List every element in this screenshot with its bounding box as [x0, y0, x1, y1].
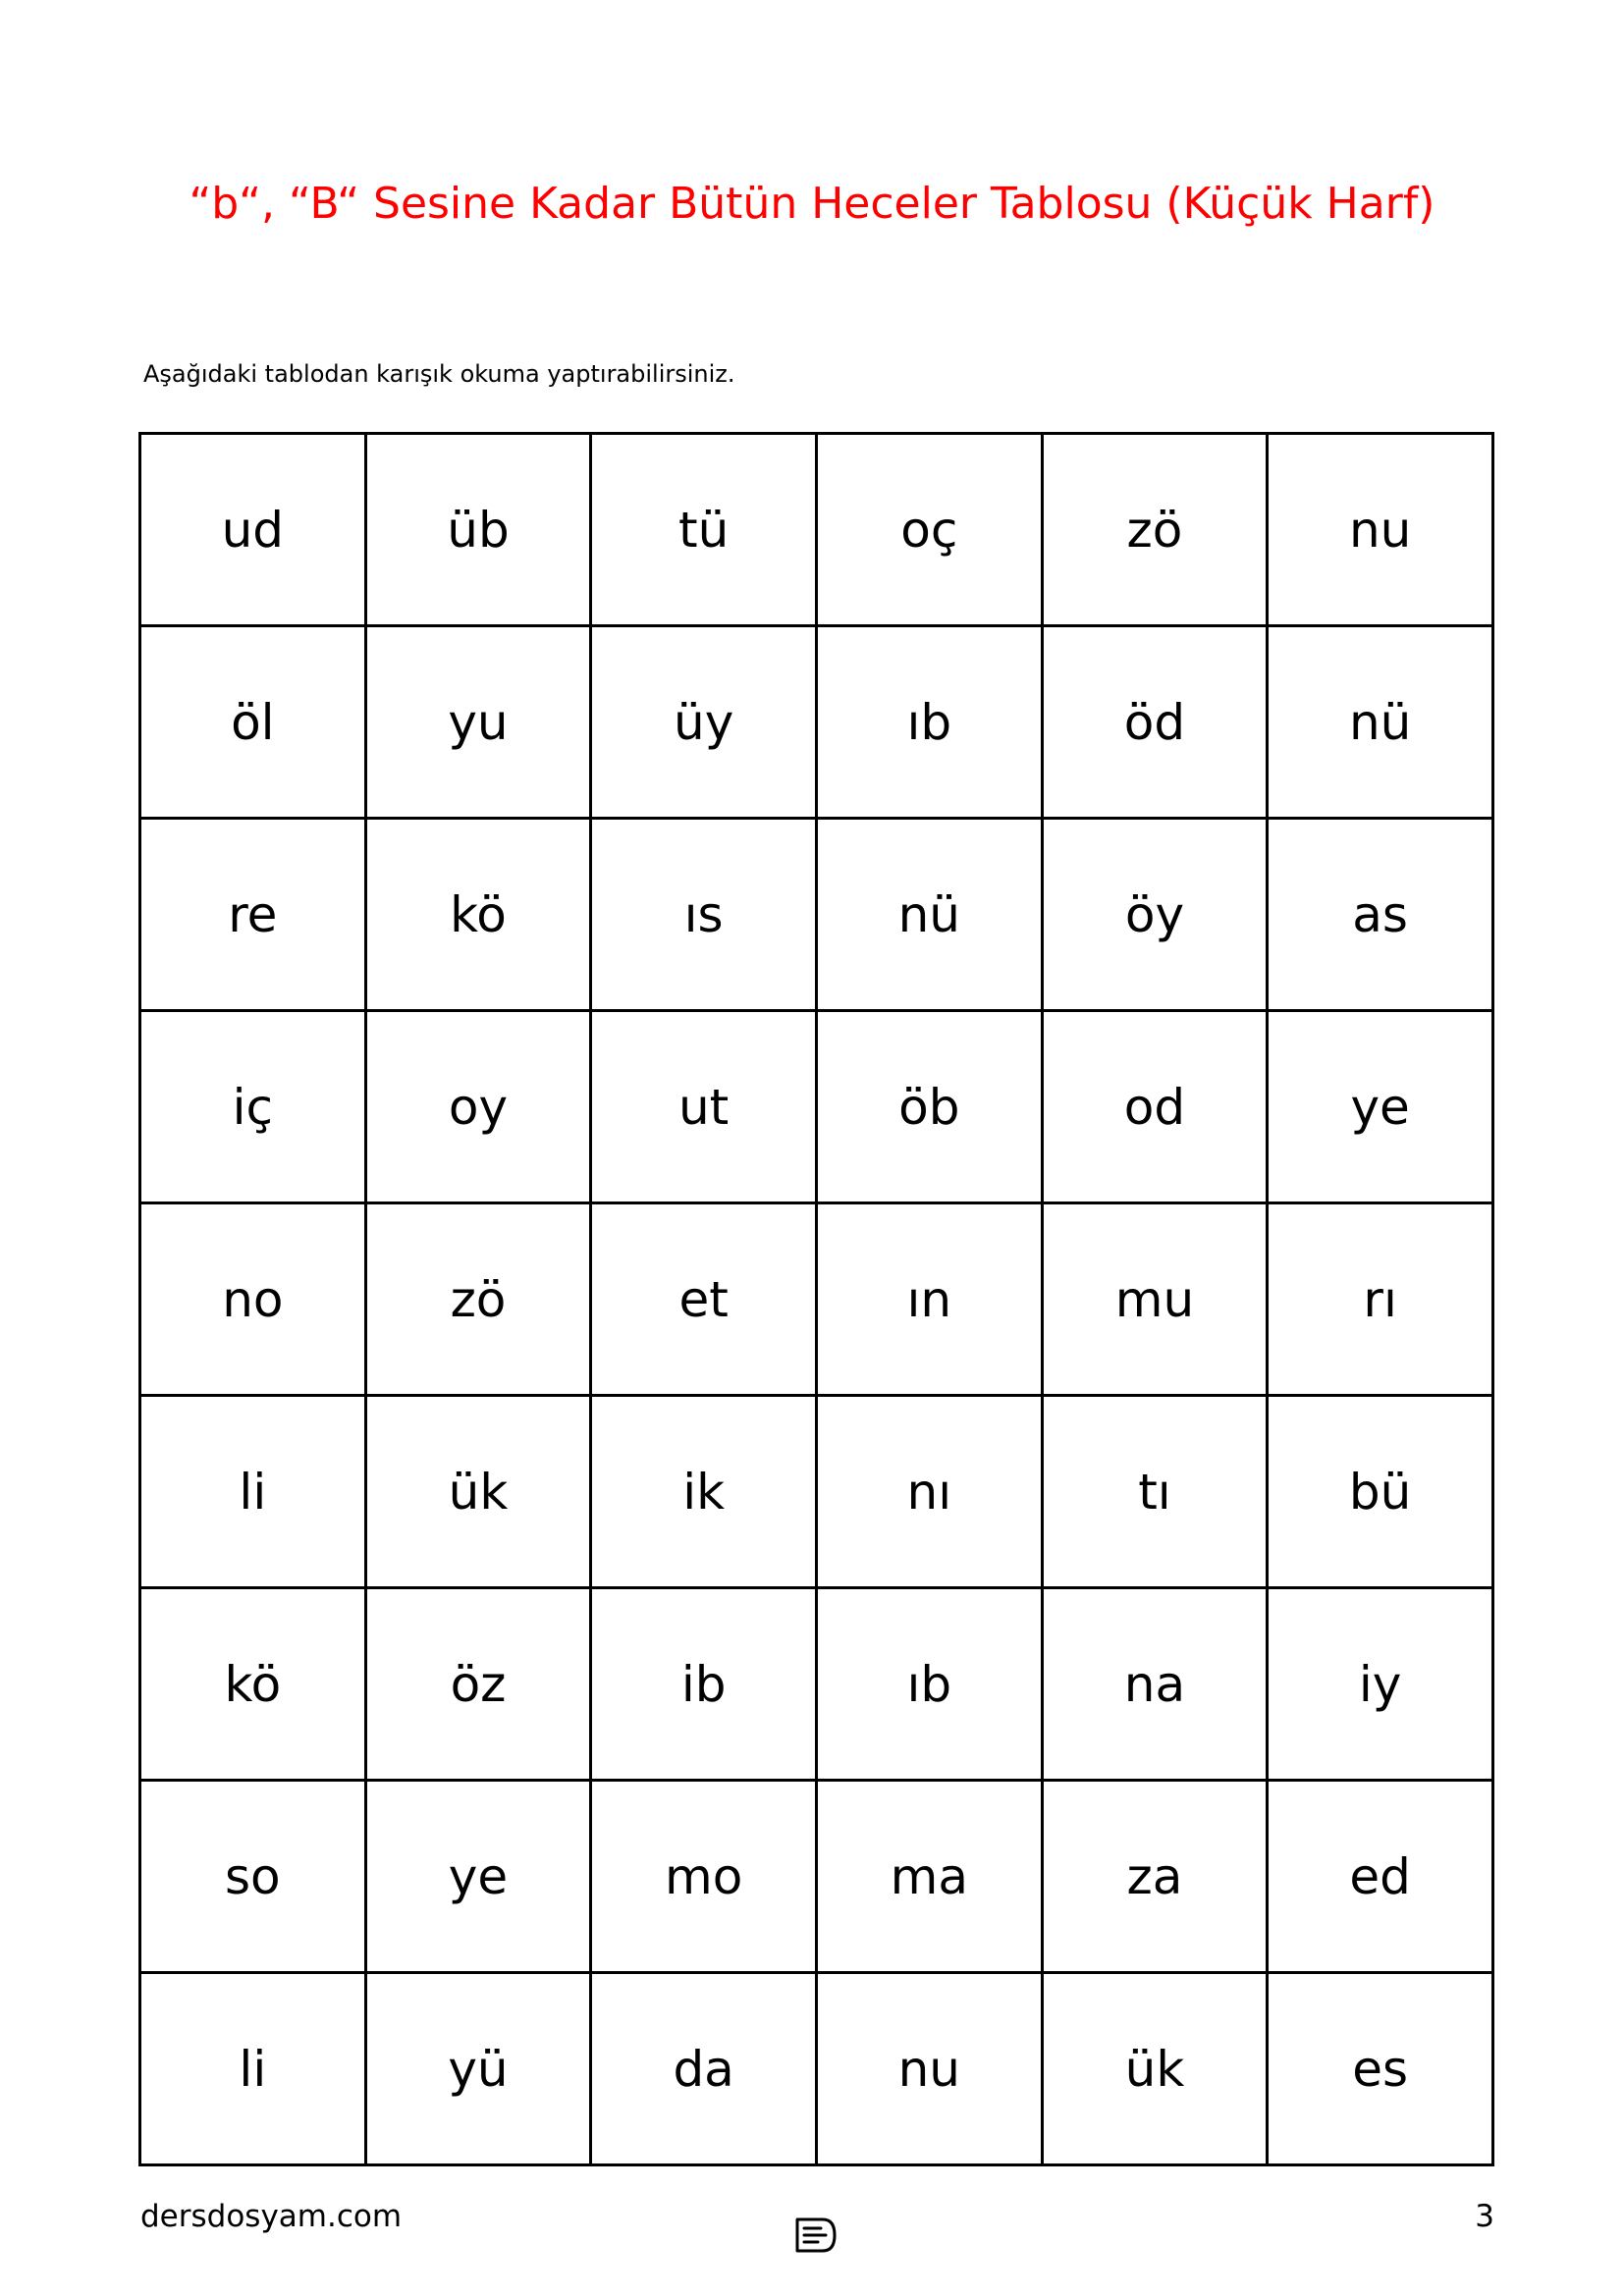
syllable-cell: yü	[365, 1973, 591, 2165]
syllable-cell: nı	[816, 1396, 1042, 1588]
syllable-cell: tü	[591, 434, 817, 626]
syllable-cell: ud	[140, 434, 366, 626]
syllable-cell: nu	[816, 1973, 1042, 2165]
syllable-cell: üb	[365, 434, 591, 626]
syllable-cell: od	[1042, 1011, 1268, 1203]
syllable-cell: iy	[1268, 1588, 1493, 1781]
syllable-cell: zö	[365, 1203, 591, 1396]
syllable-cell: na	[1042, 1588, 1268, 1781]
syllable-cell: re	[140, 819, 366, 1011]
syllable-cell: ye	[365, 1781, 591, 1973]
syllable-cell: öz	[365, 1588, 591, 1781]
page-number: 3	[1475, 2199, 1494, 2234]
syllable-cell: ed	[1268, 1781, 1493, 1973]
syllable-cell: ik	[591, 1396, 817, 1588]
syllable-cell: kö	[365, 819, 591, 1011]
syllable-cell: tı	[1042, 1396, 1268, 1588]
syllable-cell: ib	[591, 1588, 817, 1781]
table-row	[140, 1973, 1493, 2165]
syllable-cell: as	[1268, 819, 1493, 1011]
syllable-cell: ın	[816, 1203, 1042, 1396]
table-row	[140, 819, 1493, 1011]
syllable-cell: ma	[816, 1781, 1042, 1973]
syllable-cell: ut	[591, 1011, 817, 1203]
table-row	[140, 1588, 1493, 1781]
syllable-cell: nü	[1268, 626, 1493, 819]
syllable-cell: nu	[1268, 434, 1493, 626]
syllable-cell: iç	[140, 1011, 366, 1203]
syllable-cell: ıb	[816, 626, 1042, 819]
document-icon	[793, 2216, 839, 2254]
syllable-cell: zö	[1042, 434, 1268, 626]
syllable-cell: oy	[365, 1011, 591, 1203]
table-row	[140, 1396, 1493, 1588]
syllable-cell: mo	[591, 1781, 817, 1973]
table-row	[140, 626, 1493, 819]
syllable-cell: da	[591, 1973, 817, 2165]
footer-site: dersdosyam.com	[140, 2199, 403, 2234]
syllable-cell: es	[1268, 1973, 1493, 2165]
syllable-cell: kö	[140, 1588, 366, 1781]
syllable-cell: rı	[1268, 1203, 1493, 1396]
syllable-cell: ıb	[816, 1588, 1042, 1781]
syllable-cell: li	[140, 1973, 366, 2165]
syllable-cell: nü	[816, 819, 1042, 1011]
syllable-cell: ıs	[591, 819, 817, 1011]
syllable-cell: öy	[1042, 819, 1268, 1011]
syllable-cell: üy	[591, 626, 817, 819]
syllable-cell: yu	[365, 626, 591, 819]
syllable-cell: no	[140, 1203, 366, 1396]
table-row	[140, 1011, 1493, 1203]
syllable-cell: za	[1042, 1781, 1268, 1973]
syllable-cell: öl	[140, 626, 366, 819]
syllable-cell: bü	[1268, 1396, 1493, 1588]
instruction-text: Aşağıdaki tablodan karışık okuma yaptırabilirsiniz.	[143, 360, 735, 388]
syllable-cell: oç	[816, 434, 1042, 626]
syllable-cell: öb	[816, 1011, 1042, 1203]
table-row	[140, 1203, 1493, 1396]
syllable-cell: so	[140, 1781, 366, 1973]
syllable-cell: mu	[1042, 1203, 1268, 1396]
syllable-cell: ük	[1042, 1973, 1268, 2165]
syllable-cell: ük	[365, 1396, 591, 1588]
syllable-cell: li	[140, 1396, 366, 1588]
table-row	[140, 1781, 1493, 1973]
syllable-cell: öd	[1042, 626, 1268, 819]
syllable-cell: et	[591, 1203, 817, 1396]
syllable-table	[138, 432, 1494, 2166]
syllable-cell: ye	[1268, 1011, 1493, 1203]
page-title: “b“, “B“ Sesine Kadar Bütün Heceler Tablosu (Küçük Harf)	[189, 179, 1435, 229]
table-row	[140, 434, 1493, 626]
